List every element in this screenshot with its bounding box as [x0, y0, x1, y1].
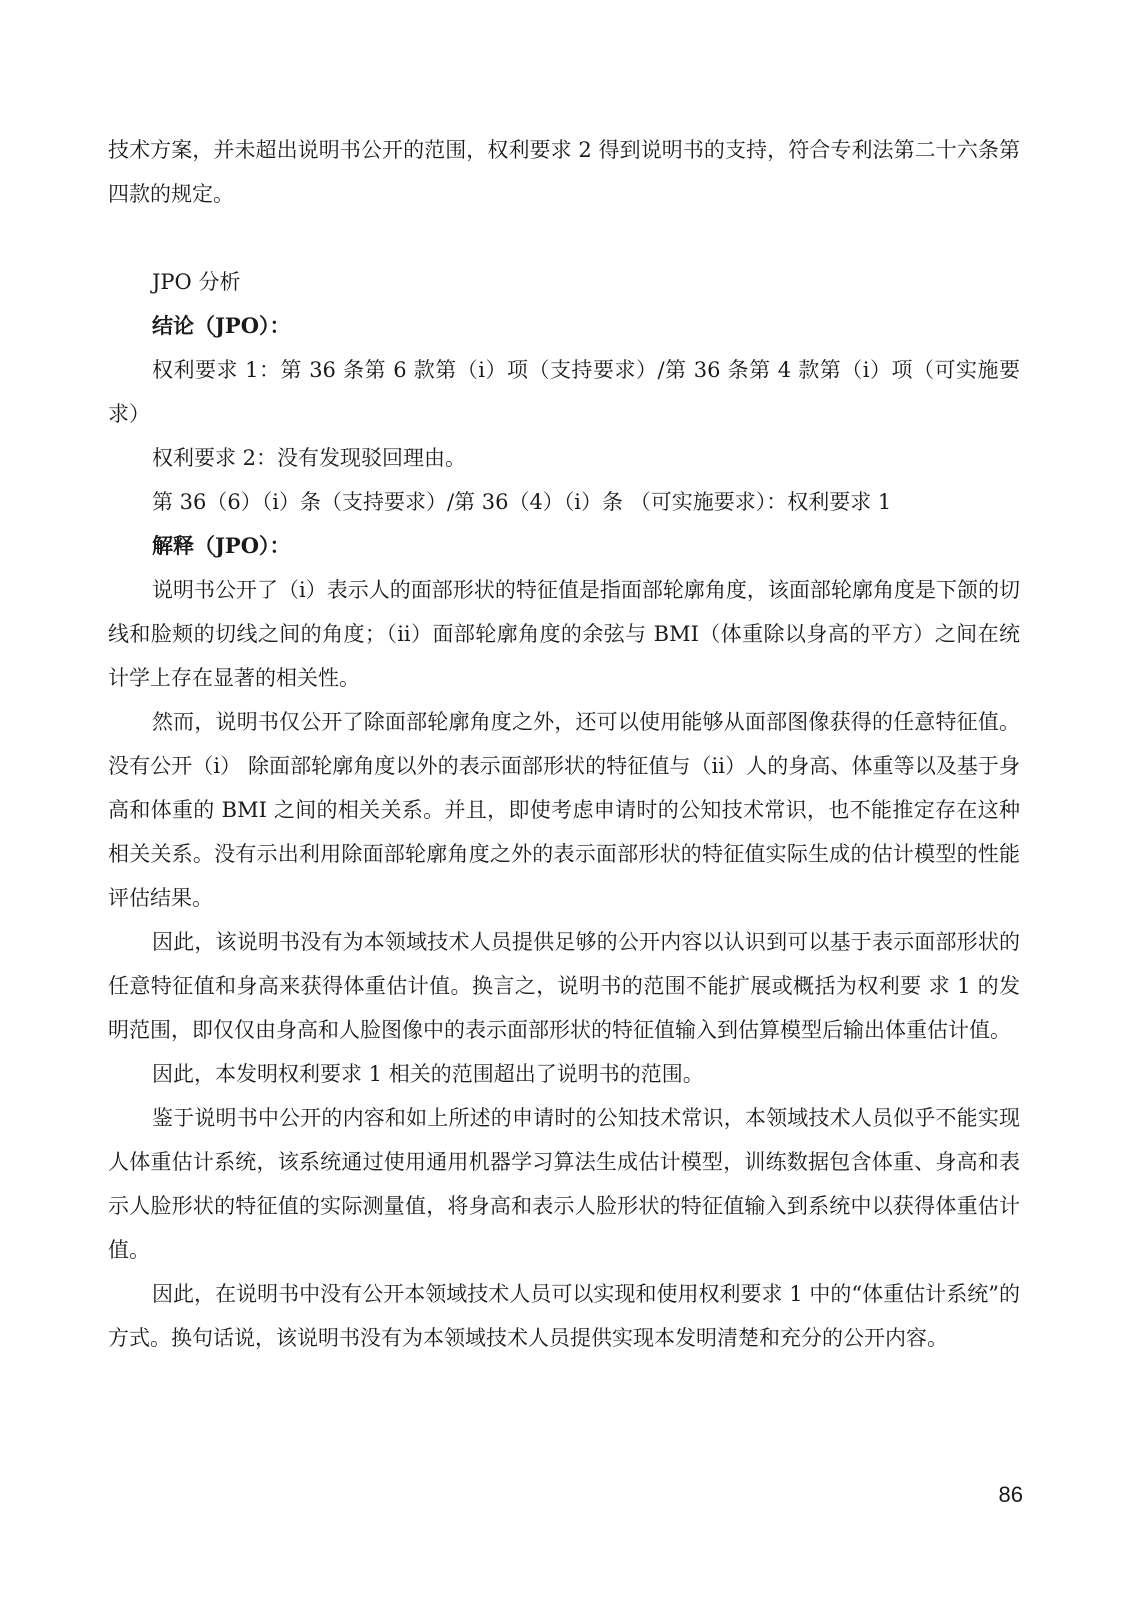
conclusion-summary: 第 36（6）（i）条（支持要求）/第 36（4）（i）条 （可实施要求）：权利要求 1: [152, 490, 892, 514]
explanation-paragraph: 因此，在说明书中没有公开本领域技术人员可以实现和使用权利要求 1 中的“体重估计系统”的方式。换句话说，该说明书没有为本领域技术人员提供实现本发明清楚和充分的公开内容。: [108, 1282, 1020, 1350]
conclusion-claim-1: 权利要求 1：第 36 条第 6 款第（i）项（支持要求）/第 36 条第 4 款第（i）项（可实施要求）: [108, 358, 1020, 426]
page-number: 86: [998, 1482, 1023, 1507]
section-title: JPO 分析: [152, 270, 241, 294]
explanation-paragraph: 因此，本发明权利要求 1 相关的范围超出了说明书的范围。: [152, 1062, 704, 1086]
conclusion-claim-2: 权利要求 2：没有发现驳回理由。: [152, 446, 467, 470]
explanation-paragraph: 因此，该说明书没有为本领域技术人员提供足够的公开内容以认识到可以基于表示面部形状的任意特征值和身高来获得体重估计值。换言之，说明书的范围不能扩展或概括为权利要 求 1 的发明范围，即仅仅由身高和人脸图像中的表示面部形状的特征值输入到估算模型后输出体重估计值。: [108, 930, 1020, 1042]
conclusion-heading: 结论（JPO）：: [152, 313, 291, 338]
explanation-paragraph: 然而，说明书仅公开了除面部轮廓角度之外，还可以使用能够从面部图像获得的任意特征值。没有公开（i） 除面部轮廓角度以外的表示面部形状的特征值与（ii）人的身高、体重等以及基于身高和体重的 BMI 之间的相关关系。并且，即使考虑申请时的公知技术常识，也不能推定存在这种相关关系。没有示出利用除面部轮廓角度之外的表示面部形状的特征值实际生成的估计模型的性能评估结果。: [108, 710, 1020, 910]
intro-paragraph: 技术方案，并未超出说明书公开的范围，权利要求 2 得到说明书的支持，符合专利法第二十六条第四款的规定。: [108, 138, 1020, 206]
document-body: [108, 128, 1020, 1360]
explanation-paragraph: 鉴于说明书中公开的内容和如上所述的申请时的公知技术常识，本领域技术人员似乎不能实现人体重估计系统，该系统通过使用通用机器学习算法生成估计模型，训练数据包含体重、身高和表示人脸形状的特征值的实际测量值，将身高和表示人脸形状的特征值输入到系统中以获得体重估计值。: [108, 1106, 1020, 1262]
section-spacer: [108, 216, 1020, 260]
explanation-heading: 解释（JPO）：: [152, 533, 291, 558]
explanation-paragraph: 说明书公开了（i）表示人的面部形状的特征值是指面部轮廓角度，该面部轮廓角度是下颌的切线和脸颊的切线之间的角度；（ii）面部轮廓角度的余弦与 BMI（体重除以身高的平方）之间在统计学上存在显著的相关性。: [108, 578, 1020, 690]
